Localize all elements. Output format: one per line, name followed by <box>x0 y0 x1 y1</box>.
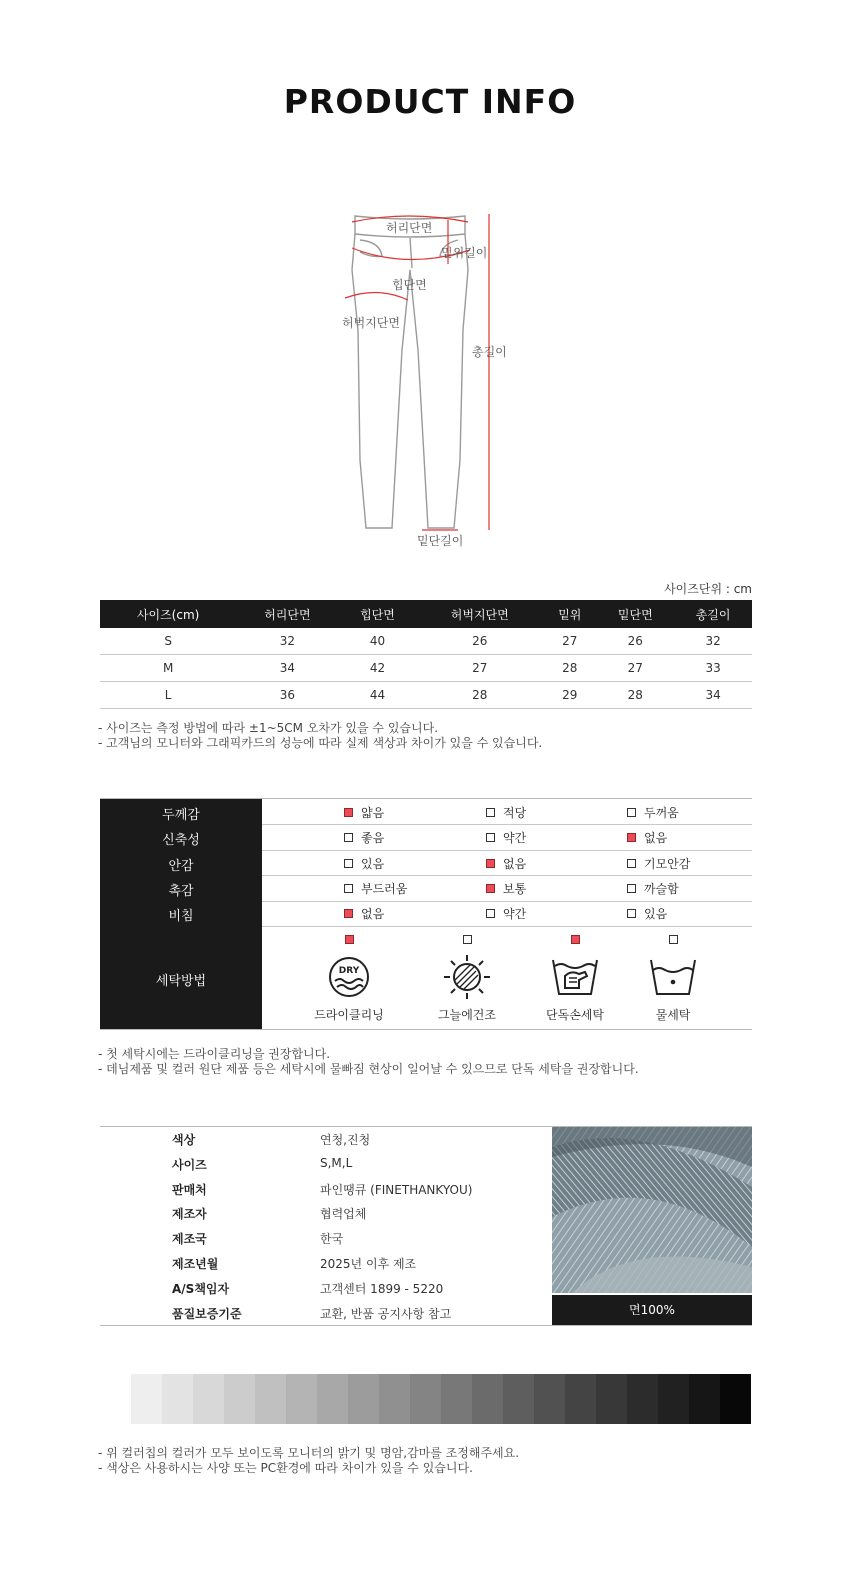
unchecked-box-icon <box>486 909 495 918</box>
table-cell: 28 <box>596 682 674 709</box>
checked-box-icon <box>627 833 636 842</box>
wash-option <box>294 935 404 1023</box>
checked-box-icon <box>486 859 495 868</box>
gray-swatch <box>348 1374 379 1424</box>
table-cell: 27 <box>543 628 596 655</box>
feel-option-label: 적당 <box>503 805 527 820</box>
feel-option-label: 없음 <box>361 907 385 922</box>
unchecked-box-icon <box>344 884 353 893</box>
gray-swatch <box>410 1374 441 1424</box>
fabric-closeup-image <box>552 1127 752 1293</box>
unchecked-box-icon <box>486 808 495 817</box>
checked-box-icon <box>571 935 580 944</box>
wash-method-label: 세탁방법 <box>155 974 207 989</box>
color-notes <box>98 1446 519 1476</box>
feel-option <box>486 829 526 846</box>
feel-row-label: 신축성 <box>162 833 200 849</box>
gray-swatch <box>317 1374 348 1424</box>
fabric-feel-table <box>100 798 752 1030</box>
feel-row-label: 두께감 <box>162 807 200 823</box>
gray-swatch <box>379 1374 410 1424</box>
gray-swatch <box>472 1374 503 1424</box>
feel-row-label: 촉감 <box>168 883 194 899</box>
wash-option <box>520 935 630 1023</box>
unchecked-box-icon <box>627 808 636 817</box>
dry-icon-text: DRY <box>338 966 360 976</box>
machine-wash-icon <box>618 954 728 1000</box>
table-cell: 27 <box>596 655 674 682</box>
checked-box-icon <box>486 884 495 893</box>
feel-option <box>344 880 407 897</box>
table-row <box>100 655 752 682</box>
spec-label: 제조년월 <box>172 1257 219 1271</box>
unchecked-box-icon <box>627 884 636 893</box>
unchecked-box-icon <box>669 935 678 944</box>
table-cell: 28 <box>543 655 596 682</box>
feel-option <box>627 829 667 846</box>
table-cell: 26 <box>416 628 543 655</box>
hand-wash-icon <box>520 954 630 1000</box>
spec-label: A/S책임자 <box>172 1281 230 1296</box>
unchecked-box-icon <box>627 859 636 868</box>
unchecked-box-icon <box>627 909 636 918</box>
feel-option <box>344 829 384 846</box>
feel-label-column <box>100 799 262 1029</box>
hem-label: 밑단길이 <box>417 534 464 548</box>
wash-option-label: 물세탁 <box>655 1008 691 1022</box>
row-divider <box>262 875 752 876</box>
gray-swatch <box>131 1374 162 1424</box>
size-unit-note: 사이즈단위 : cm <box>664 582 752 596</box>
table-cell: 29 <box>543 682 596 709</box>
wash-option-label: 드라이클리닝 <box>314 1008 384 1022</box>
feel-option-label: 있음 <box>361 856 385 871</box>
table-cell: 27 <box>416 655 543 682</box>
spec-label: 판매처 <box>172 1182 207 1197</box>
table-cell: L <box>100 682 236 709</box>
table-row <box>100 682 752 709</box>
gray-swatch <box>627 1374 658 1424</box>
feel-option-label: 부드러움 <box>361 881 408 896</box>
gray-swatch <box>286 1374 317 1424</box>
spec-value: 교환, 반품 공지사항 참고 <box>320 1306 452 1321</box>
gray-swatch <box>720 1374 751 1424</box>
note-line: - 색상은 사용하시는 사양 또는 PC환경에 따라 차이가 있을 수 있습니다. <box>98 1461 473 1475</box>
gray-swatch <box>565 1374 596 1424</box>
gray-swatch <box>193 1374 224 1424</box>
feel-option <box>627 804 679 821</box>
spec-label: 품질보증기준 <box>172 1306 242 1321</box>
table-cell: 40 <box>339 628 417 655</box>
checked-box-icon <box>344 909 353 918</box>
feel-option-label: 약간 <box>503 831 527 846</box>
row-divider <box>262 824 752 825</box>
product-spec-table <box>100 1126 752 1326</box>
checked-box-icon <box>345 935 354 944</box>
spec-label: 제조자 <box>172 1207 207 1222</box>
rise-label: 밑위길이 <box>441 246 488 260</box>
shade-dry-icon <box>412 954 522 1000</box>
spec-value: S,M,L <box>320 1155 353 1170</box>
wash-notes <box>98 1047 639 1077</box>
hip-label: 힙단면 <box>392 278 427 292</box>
table-cell: 28 <box>416 682 543 709</box>
size-notes <box>98 721 542 751</box>
gray-swatch <box>689 1374 720 1424</box>
gray-swatch <box>596 1374 627 1424</box>
feel-option <box>344 804 384 821</box>
feel-option <box>344 855 384 872</box>
feel-option <box>486 880 526 897</box>
table-cell: 34 <box>236 655 338 682</box>
table-cell: M <box>100 655 236 682</box>
feel-row-label: 비침 <box>168 909 194 925</box>
feel-row-label: 안감 <box>168 858 194 874</box>
feel-option <box>627 855 690 872</box>
wash-option-label: 단독손세탁 <box>546 1008 604 1022</box>
table-cell: S <box>100 628 236 655</box>
spec-value: 협력업체 <box>320 1207 367 1222</box>
dry-clean-icon <box>294 954 404 1000</box>
pants-size-diagram <box>300 200 530 560</box>
feel-option-label: 약간 <box>503 907 527 922</box>
size-table <box>100 600 752 709</box>
total-length-label: 총길이 <box>472 345 507 359</box>
table-cell: 36 <box>236 682 338 709</box>
feel-option-label: 기모안감 <box>644 856 691 871</box>
size-table-header: 허리단면 <box>236 600 338 628</box>
note-line: - 데님제품 및 컬러 원단 제품 등은 세탁시에 물빠짐 현상이 일어날 수 있으므로 단독 세탁을 권장합니다. <box>98 1062 639 1076</box>
size-table-header: 사이즈(cm) <box>100 600 236 628</box>
spec-label: 제조국 <box>172 1232 207 1247</box>
feel-option <box>627 905 667 922</box>
feel-option-label: 보통 <box>503 881 527 896</box>
feel-option-label: 얇음 <box>361 805 385 820</box>
thigh-label: 허벅지단면 <box>342 316 400 330</box>
row-divider <box>262 926 752 927</box>
size-table-header: 총길이 <box>674 600 752 628</box>
spec-value: 파인땡큐 (FINETHANKYOU) <box>320 1182 473 1197</box>
gray-swatch <box>441 1374 472 1424</box>
feel-option <box>486 905 526 922</box>
row-divider <box>262 850 752 851</box>
gray-swatch <box>162 1374 193 1424</box>
spec-label: 색상 <box>172 1133 196 1147</box>
material-badge: 면100% <box>552 1295 752 1325</box>
note-line: - 고객님의 모니터와 그래픽카드의 성능에 따라 실제 색상과 차이가 있을 수 있습니다. <box>98 736 543 750</box>
table-cell: 32 <box>236 628 338 655</box>
feel-option <box>344 905 384 922</box>
gray-swatch <box>534 1374 565 1424</box>
feel-option <box>486 804 526 821</box>
gray-swatch <box>255 1374 286 1424</box>
feel-option-label: 없음 <box>644 831 668 846</box>
unchecked-box-icon <box>463 935 472 944</box>
pants-outline <box>352 216 468 528</box>
note-line: - 위 컬러칩의 컬러가 모두 보이도록 모니터의 밝기 및 명암,감마를 조정해주세요. <box>98 1446 520 1460</box>
row-divider <box>262 901 752 902</box>
unchecked-box-icon <box>344 859 353 868</box>
spec-value: 연청,진청 <box>320 1133 371 1147</box>
size-table-header: 허벅지단면 <box>416 600 543 628</box>
table-cell: 32 <box>674 628 752 655</box>
size-table-header: 힙단면 <box>339 600 417 628</box>
checked-box-icon <box>344 808 353 817</box>
note-line: - 사이즈는 측정 방법에 따라 ±1~5CM 오차가 있을 수 있습니다. <box>98 721 439 735</box>
table-cell: 42 <box>339 655 417 682</box>
feel-option-label: 없음 <box>503 856 527 871</box>
spec-value: 2025년 이후 제조 <box>320 1257 417 1271</box>
size-table-header: 밑위 <box>543 600 596 628</box>
table-row <box>100 628 752 655</box>
spec-value: 한국 <box>320 1232 344 1247</box>
page-title: PRODUCT INFO <box>283 82 577 121</box>
note-line: - 첫 세탁시에는 드라이클리닝을 권장합니다. <box>98 1047 331 1061</box>
spec-label: 사이즈 <box>172 1157 207 1172</box>
gray-scale-chart <box>131 1374 751 1424</box>
waist-label: 허리단면 <box>386 221 433 235</box>
wash-option-label: 그늘에건조 <box>438 1008 496 1022</box>
table-cell: 44 <box>339 682 417 709</box>
size-table-header: 밑단면 <box>596 600 674 628</box>
wash-option <box>412 935 522 1023</box>
feel-option-label: 좋음 <box>361 831 385 846</box>
gray-swatch <box>658 1374 689 1424</box>
unchecked-box-icon <box>486 833 495 842</box>
gray-swatch <box>224 1374 255 1424</box>
feel-option <box>627 880 679 897</box>
table-cell: 34 <box>674 682 752 709</box>
feel-option-label: 까슬함 <box>644 881 679 896</box>
unchecked-box-icon <box>344 833 353 842</box>
table-cell: 33 <box>674 655 752 682</box>
feel-option <box>486 855 526 872</box>
spec-value: 고객센터 1899 - 5220 <box>320 1281 444 1296</box>
wash-option <box>618 935 728 1023</box>
gray-swatch <box>503 1374 534 1424</box>
feel-option-label: 두꺼움 <box>644 805 679 820</box>
table-cell: 26 <box>596 628 674 655</box>
feel-option-label: 있음 <box>644 907 668 922</box>
